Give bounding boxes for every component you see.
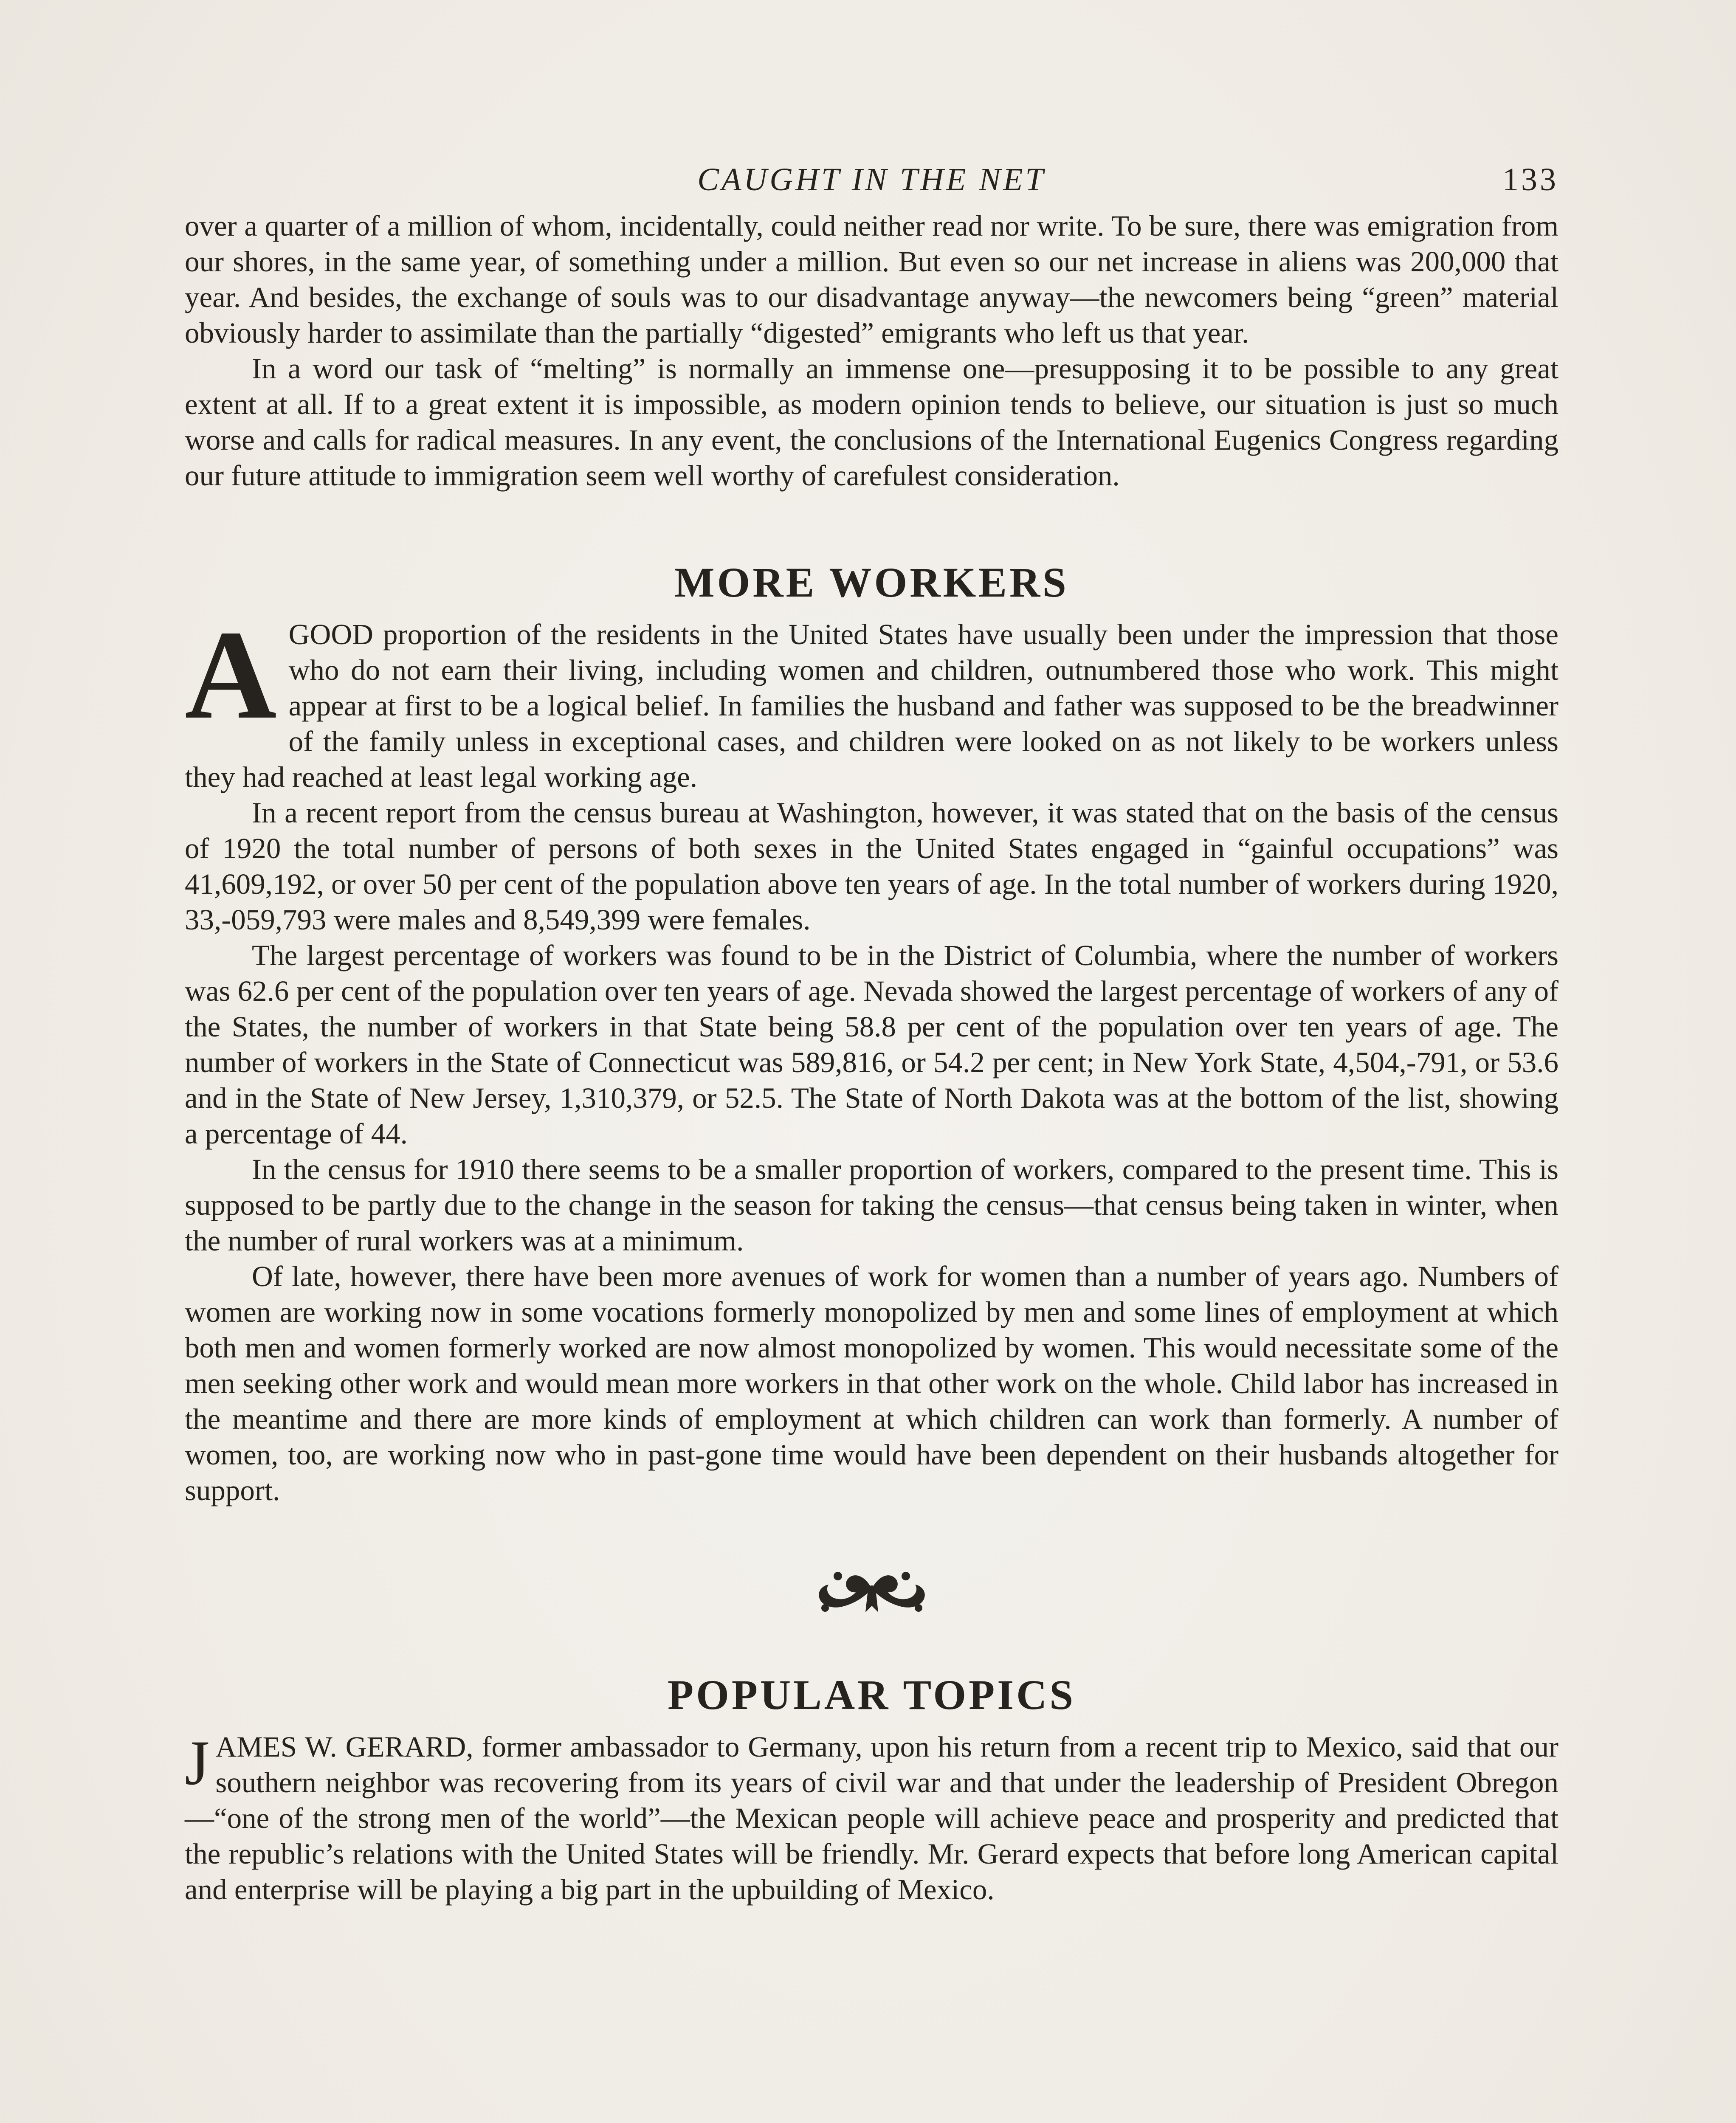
- article-popular-topics: [185, 1670, 1558, 1907]
- page-content: [185, 161, 1558, 1907]
- floral-ornament-icon: [808, 1559, 936, 1623]
- more-workers-paragraph-5: Of late, however, there have been more avenues of work for women than a number of years ago. Numbers of women are working now in some vocations formerly monopolized by men and some lines of employment at which both men and women formerly worked are now almost monopolized by women. This would necessitate some of the men seeking other work and would mean more workers in that other work on the whole. Child labor has increased in the meantime and there are more kinds of employment at which children can work than formerly. A number of women, too, are working now who in past-gone time would have been dependent on their husbands altogether for support.: [185, 1260, 1558, 1506]
- more-workers-paragraph-2: In a recent report from the census bureau at Washington, however, it was stated that on the basis of the census of 1920 the total number of persons of both sexes in the United States engaged in “gainful occupations” was 41,609,192, or over 50 per cent of the population above ten years of age. In the total number of workers during 1920, 33,-059,793 were males and 8,549,399 were females.: [185, 797, 1558, 936]
- more-workers-paragraph-1-text: GOOD proportion of the residents in the United States have usually been under the impression that those who do not earn their living, including women and children, outnumbered those who work. This might appear at first to be a logical belief. In families the husband and father was supposed to be the breadwinner of the family unless in exceptional cases, and children were looked on as not likely to be workers unless they had reached at least legal working age.: [185, 618, 1558, 793]
- more-workers-paragraph-3: The largest percentage of workers was found to be in the District of Columbia, where the number of workers was 62.6 per cent of the population over ten years of age. Nevada showed the largest percentage of workers of any of the States, the number of workers in that State being 58.8 per cent of the population over ten years of age. The number of workers in the State of Connecticut was 589,816, or 54.2 per cent; in New York State, 4,504,-791, or 53.6 and in the State of New Jersey, 1,310,379, or 52.5. The State of North Dakota was at the bottom of the list, showing a percentage of 44.: [185, 939, 1558, 1150]
- intro-continuation: [185, 208, 1558, 493]
- intro-paragraph-2: In a word our task of “melting” is normally an immense one—presupposing it to be possible to any great extent at all. If to a great extent it is impossible, as modern opinion tends to believe, our situation is just so much worse and calls for radical measures. In any event, the conclusions of the International Eugenics Congress regarding our future attitude to immigration seem well worthy of carefulest consideration.: [185, 352, 1558, 492]
- more-workers-paragraph-1: [185, 604, 1558, 795]
- drop-cap-j: J: [185, 1728, 210, 1798]
- more-workers-paragraph-4: In the census for 1910 there seems to be a smaller proportion of workers, compared to the present time. This is supposed to be partly due to the change in the season for taking the census—that census being taken in winter, when the number of rural workers was at a minimum.: [185, 1153, 1558, 1257]
- article-more-workers: [185, 557, 1558, 1508]
- popular-topics-paragraph-1: [185, 1729, 1558, 1907]
- section-heading-more-workers: MORE WORKERS: [674, 559, 1069, 606]
- section-heading-popular-topics: POPULAR TOPICS: [667, 1671, 1076, 1718]
- running-title: CAUGHT IN THE NET: [697, 162, 1046, 197]
- page-number: 133: [1502, 162, 1558, 197]
- popular-topics-paragraph-1-text: AMES W. GERARD, former ambassador to Germany, upon his return from a recent trip to Mexico, said that our southern neighbor was recovering from its years of civil war and that under the leadership of President Obregon—“one of the strong men of the world”—the Mexican people will achieve peace and prosperity and predicted that the republic’s relations with the United States will be friendly. Mr. Gerard expects that before long American capital and enterprise will be playing a big part in the upbuilding of Mexico.: [185, 1731, 1558, 1906]
- running-header: [185, 161, 1558, 208]
- intro-paragraph-1: over a quarter of a million of whom, incidentally, could neither read nor write. To be sure, there was emigration from our shores, in the same year, of something under a million. But even so our net increase in aliens was 200,000 that year. And besides, the exchange of souls was to our disadvantage anyway—the newcomers being “green” material obviously harder to assimilate than the partially “digested” emigrants who left us that year.: [185, 210, 1558, 349]
- drop-cap-a: A: [185, 604, 277, 745]
